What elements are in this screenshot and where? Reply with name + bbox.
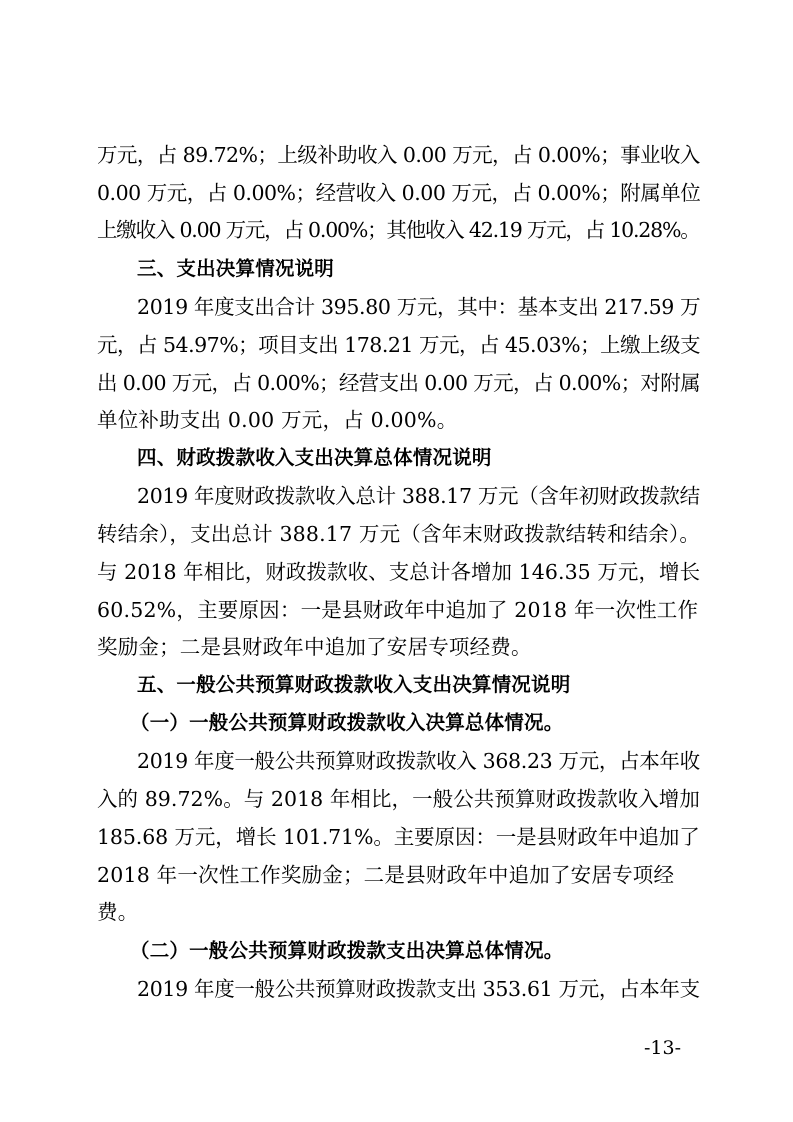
paragraph-line: 2019 年度财政拨款收入总计 388.17 万元（含年初财政拨款结 xyxy=(137,484,700,508)
paragraph-line: 万元，占 89.72%；上级补助收入 0.00 万元，占 0.00%；事业收入 xyxy=(97,143,700,167)
subsection-heading-1: （一）一般公共预算财政拨款收入决算总体情况。 xyxy=(130,711,564,734)
paragraph-line: 2018 年一次性工作奖励金；二是县财政年中追加了安居专项经 xyxy=(97,863,675,887)
paragraph-line: 奖励金；二是县财政年中追加了安居专项经费。 xyxy=(97,635,532,659)
paragraph-line: 2019 年度一般公共预算财政拨款支出 353.61 万元，占本年支 xyxy=(137,977,700,1001)
subsection-heading-2: （二）一般公共预算财政拨款支出决算总体情况。 xyxy=(130,939,564,962)
section-heading-4: 四、财政拨款收入支出决算总体情况说明 xyxy=(137,446,492,469)
paragraph-line: 2019 年度支出合计 395.80 万元，其中：基本支出 217.59 万 xyxy=(137,295,701,319)
paragraph-line: 元，占 54.97%；项目支出 178.21 万元，占 45.03%；上缴上级支 xyxy=(97,333,701,357)
page-number: -13- xyxy=(644,1037,682,1059)
paragraph-line: 出 0.00 万元，占 0.00%；经营支出 0.00 万元，占 0.00%；对附属 xyxy=(97,371,701,395)
paragraph-line: 费。 xyxy=(97,900,139,924)
paragraph-line: 60.52%，主要原因：一是县财政年中追加了 2018 年一次性工作 xyxy=(97,598,699,622)
section-heading-5: 五、一般公共预算财政拨款收入支出决算情况说明 xyxy=(137,673,571,696)
paragraph-line: 上缴收入 0.00 万元，占 0.00%；其他收入 42.19 万元，占 10.28%。 xyxy=(97,218,700,242)
paragraph-line: 单位补助支出 0.00 万元，占 0.00%。 xyxy=(97,408,458,432)
section-heading-3: 三、支出决算情况说明 xyxy=(137,257,335,280)
paragraph-line: 185.68 万元，增长 101.71%。主要原因：一是县财政年中追加了 xyxy=(97,825,700,849)
paragraph-line: 与 2018 年相比，财政拨款收、支总计各增加 146.35 万元，增长 xyxy=(97,560,701,584)
paragraph-line: 2019 年度一般公共预算财政拨款收入 368.23 万元，占本年收 xyxy=(137,749,700,773)
paragraph-line: 0.00 万元，占 0.00%；经营收入 0.00 万元，占 0.00%；附属单位 xyxy=(97,181,701,205)
paragraph-line: 转结余），支出总计 388.17 万元（含年末财政拨款结转和结余）。 xyxy=(97,522,701,546)
paragraph-line: 入的 89.72%。与 2018 年相比，一般公共预算财政拨款收入增加 xyxy=(97,787,700,811)
